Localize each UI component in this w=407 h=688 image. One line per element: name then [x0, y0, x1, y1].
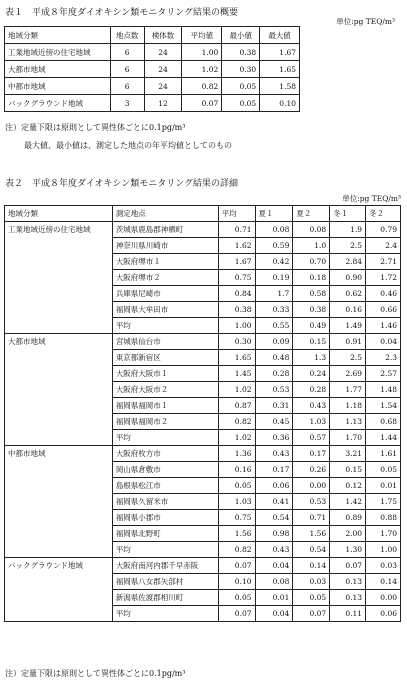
value-cell: 0.11: [330, 606, 366, 622]
region-cell: 大都市地域: [5, 61, 111, 78]
value-cell: 0.10: [260, 95, 300, 112]
value-cell: 0.98: [255, 526, 293, 542]
value-cell: 1.03: [218, 494, 255, 510]
value-cell: 0.10: [218, 574, 255, 590]
value-cell: 0.82: [218, 542, 255, 558]
value-cell: 0.04: [366, 334, 401, 350]
value-cell: 0.82: [182, 78, 222, 95]
value-cell: 0.71: [218, 222, 255, 238]
value-cell: 1.02: [218, 382, 255, 398]
table2-note: 注）定量下限は原則として異性体ごとに0.1pg/m³: [5, 669, 186, 678]
detail-table: [4, 205, 401, 622]
site-cell: 大阪府堺市２: [112, 270, 218, 286]
site-cell: 大阪府堺市１: [112, 254, 218, 270]
value-cell: 0.38: [222, 44, 260, 61]
site-cell: 福岡県久留米市: [112, 494, 218, 510]
value-cell: 0.05: [366, 462, 401, 478]
site-cell: 宮城県仙台市: [112, 334, 218, 350]
value-cell: 0.05: [293, 590, 330, 606]
value-cell: 2.5: [330, 238, 366, 254]
average-label: 平均: [112, 542, 218, 558]
value-cell: 0.48: [255, 350, 293, 366]
value-cell: 1.56: [293, 526, 330, 542]
table1-unit: 単位:pg TEQ/m³: [336, 17, 395, 26]
header-cell: 地域分類: [5, 27, 111, 44]
value-cell: 1.65: [218, 350, 255, 366]
header-cell: 冬２: [366, 206, 401, 222]
region-cell: 工業地域近傍の住宅地域: [5, 222, 113, 334]
value-cell: 0.89: [330, 510, 366, 526]
value-cell: 0.05: [218, 590, 255, 606]
value-cell: 0.90: [330, 270, 366, 286]
value-cell: 0.33: [255, 302, 293, 318]
site-cell: 岡山県倉敷市: [112, 462, 218, 478]
value-cell: 2.00: [330, 526, 366, 542]
value-cell: 0.04: [255, 606, 293, 622]
value-cell: 0.05: [222, 95, 260, 112]
value-cell: 1.67: [218, 254, 255, 270]
value-cell: 1.75: [366, 494, 401, 510]
table1-note-2: 最大値、最小値は、測定した地点の年平均値としてのもの: [24, 141, 232, 150]
value-cell: 1.45: [218, 366, 255, 382]
table-header-row: [5, 27, 300, 44]
table2-caption: 表２ 平成８年度ダイオキシン類モニタリング結果の詳細: [5, 179, 239, 189]
value-cell: 1.44: [366, 430, 401, 446]
value-cell: 0.07: [218, 558, 255, 574]
value-cell: 1.7: [255, 286, 293, 302]
value-cell: 0.07: [218, 606, 255, 622]
value-cell: 1.58: [260, 78, 300, 95]
value-cell: 1.0: [293, 238, 330, 254]
value-cell: 0.28: [255, 366, 293, 382]
value-cell: 1.3: [293, 350, 330, 366]
value-cell: 2.69: [330, 366, 366, 382]
table-row: [5, 61, 300, 78]
value-cell: 1.72: [366, 270, 401, 286]
value-cell: 1.02: [182, 61, 222, 78]
value-cell: 1.30: [330, 542, 366, 558]
value-cell: 0.19: [255, 270, 293, 286]
value-cell: 0.75: [218, 510, 255, 526]
value-cell: 3.21: [330, 446, 366, 462]
site-cell: 島根県松江市: [112, 478, 218, 494]
value-cell: 0.07: [330, 558, 366, 574]
value-cell: 0.75: [218, 270, 255, 286]
value-cell: 0.14: [293, 558, 330, 574]
site-cell: 福岡県大牟田市: [112, 302, 218, 318]
value-cell: 0.06: [366, 606, 401, 622]
value-cell: 0.42: [255, 254, 293, 270]
value-cell: 0.59: [255, 238, 293, 254]
region-cell: 中都市地域: [5, 78, 111, 95]
value-cell: 1.00: [182, 44, 222, 61]
value-cell: 0.58: [293, 286, 330, 302]
site-cell: 新潟県佐渡郡相川町: [112, 590, 218, 606]
table-row: [5, 44, 300, 61]
value-cell: 0.38: [293, 302, 330, 318]
table1-note-1: 注）定量下限は原則として異性体ごとに0.1pg/m³: [5, 123, 186, 132]
header-cell: 地域分類: [5, 206, 113, 222]
average-label: 平均: [112, 606, 218, 622]
value-cell: 0.43: [255, 542, 293, 558]
site-cell: 大阪府大阪市１: [112, 366, 218, 382]
site-cell: 茨城県鹿島郡神栖町: [112, 222, 218, 238]
value-cell: 24: [144, 61, 182, 78]
value-cell: 0.13: [330, 574, 366, 590]
value-cell: 0.17: [293, 446, 330, 462]
site-cell: 兵庫県尼崎市: [112, 286, 218, 302]
value-cell: 2.3: [366, 350, 401, 366]
value-cell: 0.46: [366, 286, 401, 302]
value-cell: 0.03: [366, 558, 401, 574]
value-cell: 0.05: [218, 478, 255, 494]
value-cell: 1.70: [330, 430, 366, 446]
site-cell: 神奈川県川崎市: [112, 238, 218, 254]
value-cell: 0.01: [366, 478, 401, 494]
value-cell: 0.41: [255, 494, 293, 510]
value-cell: 0.84: [218, 286, 255, 302]
value-cell: 0.15: [330, 462, 366, 478]
value-cell: 2.5: [330, 350, 366, 366]
value-cell: 0.28: [293, 382, 330, 398]
value-cell: 6: [110, 78, 144, 95]
value-cell: 1.42: [330, 494, 366, 510]
value-cell: 1.9: [330, 222, 366, 238]
region-cell: 大都市地域: [5, 334, 113, 446]
value-cell: 3: [110, 95, 144, 112]
site-cell: 大阪府大阪市２: [112, 382, 218, 398]
header-cell: 平均値: [182, 27, 222, 44]
value-cell: 0.08: [293, 222, 330, 238]
value-cell: 0.06: [255, 478, 293, 494]
table-row: [5, 334, 401, 350]
value-cell: 1.03: [293, 414, 330, 430]
value-cell: 1.67: [260, 44, 300, 61]
value-cell: 1.49: [330, 318, 366, 334]
value-cell: 0.36: [255, 430, 293, 446]
value-cell: 0.53: [255, 382, 293, 398]
value-cell: 0.54: [255, 510, 293, 526]
value-cell: 0.30: [222, 61, 260, 78]
value-cell: 1.54: [366, 398, 401, 414]
value-cell: 1.77: [330, 382, 366, 398]
header-cell: 測定地点: [112, 206, 218, 222]
region-cell: 中都市地域: [5, 446, 113, 558]
value-cell: 1.56: [218, 526, 255, 542]
value-cell: 0.82: [218, 414, 255, 430]
value-cell: 0.01: [255, 590, 293, 606]
value-cell: 0.43: [293, 398, 330, 414]
value-cell: 2.84: [330, 254, 366, 270]
value-cell: 0.31: [255, 398, 293, 414]
summary-table: [4, 26, 300, 112]
value-cell: 0.08: [255, 574, 293, 590]
value-cell: 0.54: [293, 542, 330, 558]
value-cell: 0.13: [330, 590, 366, 606]
table-row: [5, 95, 300, 112]
header-cell: 地点数: [110, 27, 144, 44]
value-cell: 0.57: [293, 430, 330, 446]
value-cell: 6: [110, 44, 144, 61]
value-cell: 24: [144, 78, 182, 95]
table2-unit: 単位:pg TEQ/m³: [342, 194, 401, 203]
value-cell: 0.53: [293, 494, 330, 510]
site-cell: 福岡県八女郡矢部村: [112, 574, 218, 590]
value-cell: 0.08: [255, 222, 293, 238]
value-cell: 1.36: [218, 446, 255, 462]
value-cell: 2.4: [366, 238, 401, 254]
value-cell: 1.00: [366, 542, 401, 558]
value-cell: 1.62: [218, 238, 255, 254]
value-cell: 0.14: [366, 574, 401, 590]
header-cell: 最大値: [260, 27, 300, 44]
value-cell: 1.46: [366, 318, 401, 334]
value-cell: 0.26: [293, 462, 330, 478]
site-cell: 大阪府南河内郡千早赤阪: [112, 558, 218, 574]
site-cell: 福岡県小郡市: [112, 510, 218, 526]
header-cell: 冬１: [330, 206, 366, 222]
value-cell: 0.16: [218, 462, 255, 478]
average-label: 平均: [112, 318, 218, 334]
table-header-row: [5, 206, 401, 222]
value-cell: 0.09: [255, 334, 293, 350]
table-row: [5, 446, 401, 462]
value-cell: 0.79: [366, 222, 401, 238]
value-cell: 1.70: [366, 526, 401, 542]
value-cell: 1.13: [330, 414, 366, 430]
value-cell: 6: [110, 61, 144, 78]
value-cell: 0.62: [330, 286, 366, 302]
value-cell: 0.16: [330, 302, 366, 318]
value-cell: 0.68: [366, 414, 401, 430]
header-cell: 最小値: [222, 27, 260, 44]
average-label: 平均: [112, 430, 218, 446]
value-cell: 1.61: [366, 446, 401, 462]
value-cell: 12: [144, 95, 182, 112]
value-cell: 1.18: [330, 398, 366, 414]
value-cell: 0.66: [366, 302, 401, 318]
value-cell: 0.12: [330, 478, 366, 494]
value-cell: 0.71: [293, 510, 330, 526]
value-cell: 0.70: [293, 254, 330, 270]
table-row: [5, 78, 300, 95]
value-cell: 24: [144, 44, 182, 61]
header-cell: 夏１: [255, 206, 293, 222]
value-cell: 0.30: [218, 334, 255, 350]
value-cell: 0.07: [182, 95, 222, 112]
value-cell: 0.00: [366, 590, 401, 606]
table-row: [5, 558, 401, 574]
table-row: [5, 222, 401, 238]
value-cell: 0.03: [293, 574, 330, 590]
value-cell: 1.00: [218, 318, 255, 334]
site-cell: 大阪府枚方市: [112, 446, 218, 462]
value-cell: 0.24: [293, 366, 330, 382]
value-cell: 0.38: [218, 302, 255, 318]
site-cell: 東京都新宿区: [112, 350, 218, 366]
value-cell: 0.04: [255, 558, 293, 574]
value-cell: 2.57: [366, 366, 401, 382]
region-cell: バックグラウンド地域: [5, 95, 111, 112]
value-cell: 0.43: [255, 446, 293, 462]
value-cell: 0.05: [222, 78, 260, 95]
value-cell: 1.65: [260, 61, 300, 78]
table1-caption: 表１ 平成８年度ダイオキシン類モニタリング結果の概要: [5, 8, 239, 18]
value-cell: 1.02: [218, 430, 255, 446]
value-cell: 0.88: [366, 510, 401, 526]
site-cell: 福岡県北野町: [112, 526, 218, 542]
header-cell: 検体数: [144, 27, 182, 44]
header-cell: 平均: [218, 206, 255, 222]
value-cell: 0.00: [293, 478, 330, 494]
value-cell: 0.18: [293, 270, 330, 286]
value-cell: 0.87: [218, 398, 255, 414]
value-cell: 0.07: [293, 606, 330, 622]
value-cell: 1.48: [366, 382, 401, 398]
site-cell: 福岡県福岡市１: [112, 398, 218, 414]
region-cell: 工業地域近傍の住宅地域: [5, 44, 111, 61]
value-cell: 0.49: [293, 318, 330, 334]
header-cell: 夏２: [293, 206, 330, 222]
value-cell: 0.17: [255, 462, 293, 478]
value-cell: 0.45: [255, 414, 293, 430]
value-cell: 0.15: [293, 334, 330, 350]
value-cell: 2.71: [366, 254, 401, 270]
value-cell: 0.55: [255, 318, 293, 334]
region-cell: バックグラウンド地域: [5, 558, 113, 622]
value-cell: 0.91: [330, 334, 366, 350]
site-cell: 福岡県福岡市２: [112, 414, 218, 430]
